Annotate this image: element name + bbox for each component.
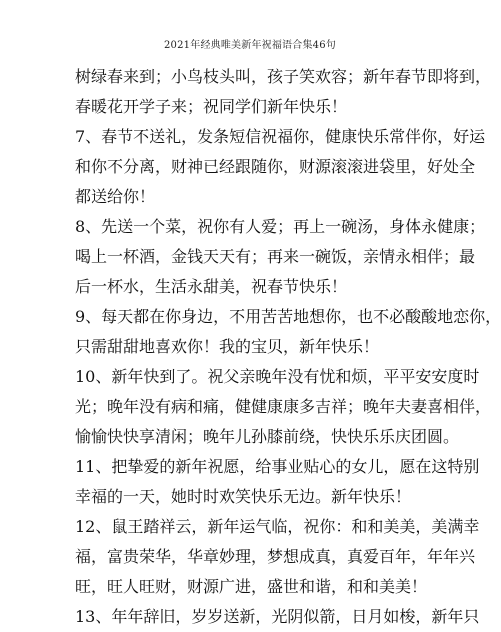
text-line: 8、先送一个菜，祝你有人爱；再上一碗汤，身体永健康； — [75, 217, 486, 236]
text-line: 幸福的一天，她时时欢笑快乐无边。新年快乐！ — [75, 487, 412, 506]
text-line: 7、春节不送礼，发条短信祝福你，健康快乐常伴你，好运 — [75, 127, 486, 146]
text-line: 后一杯水，生活永甜美，祝春节快乐！ — [75, 277, 348, 296]
text-line: 旺，旺人旺财，财源广进，盛世和谐，和和美美！ — [75, 577, 428, 596]
text-line: 树绿春来到；小鸟枝头叫，孩子笑欢容；新年春节即将到， — [75, 67, 492, 86]
text-line: 9、每天都在你身边，不用苦苦地想你，也不必酸酸地恋你， — [75, 307, 501, 326]
text-line: 福，富贵荣华，华章妙理，梦想成真，真爱百年，年年兴 — [75, 547, 476, 566]
text-line: 春暖花开学子来；祝同学们新年快乐！ — [75, 97, 348, 116]
text-line: 和你不分离，财神已经跟随你，财源滚滚进袋里，好处全 — [75, 157, 476, 176]
text-line: 都送给你！ — [75, 187, 156, 206]
text-line: 13、年年辞旧，岁岁送新，光阴似箭，日月如梭，新年只 — [75, 607, 480, 626]
text-line: 愉愉快快享清闲；晚年儿孙膝前绕，快快乐乐庆团圆。 — [75, 427, 460, 446]
text-line: 11、把挚爱的新年祝愿，给事业贴心的女儿，愿在这特别 — [75, 457, 480, 476]
text-line: 只需甜甜地喜欢你！我的宝贝，新年快乐！ — [75, 337, 380, 356]
page-header: 2021年经典唯美新年祝福语合集46句 — [164, 40, 336, 51]
text-line: 光；晚年没有病和痛，健健康康多吉祥；晚年夫妻喜相伴， — [75, 397, 492, 416]
text-line: 喝上一杯酒，金钱天天有；再来一碗饭，亲情永相伴；最 — [75, 247, 476, 266]
text-line: 12、鼠王踏祥云，新年运气临，祝你：和和美美，美满幸 — [75, 517, 480, 536]
text-line: 10、新年快到了。祝父亲晚年没有忧和烦，平平安安度时 — [75, 367, 480, 386]
body-text — [75, 62, 501, 632]
